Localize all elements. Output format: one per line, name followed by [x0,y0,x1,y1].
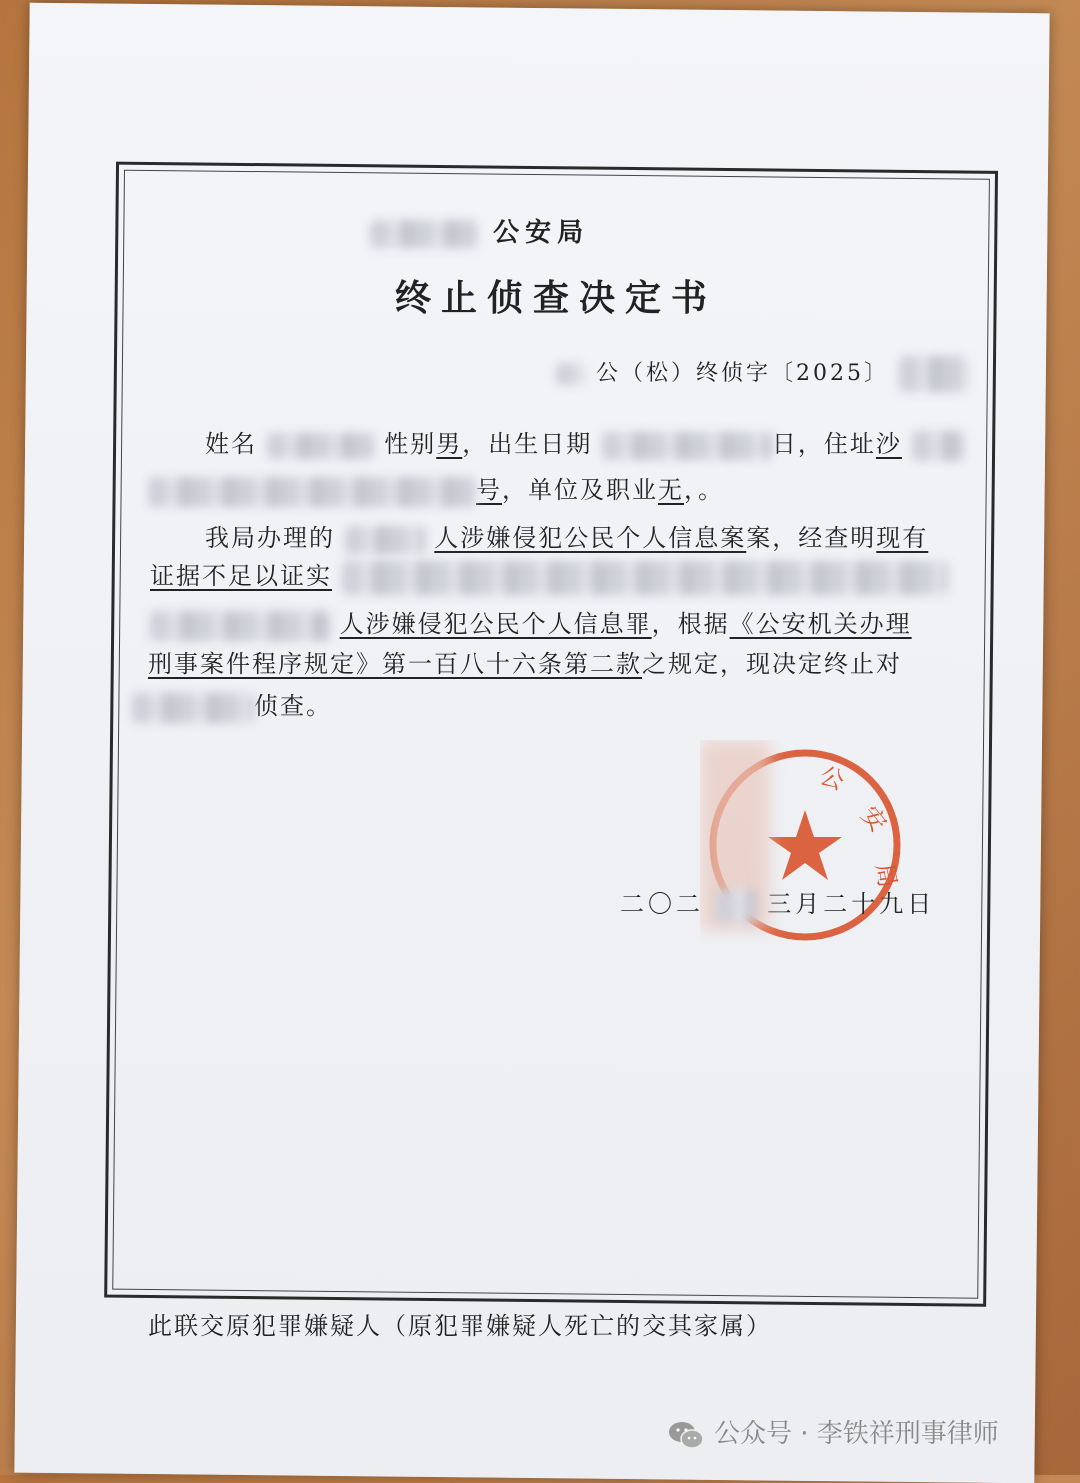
redacted-dob [602,432,772,460]
line-end: ，。 [684,476,724,504]
watermark [668,1413,999,1450]
para2-end: 侦查。 [254,692,332,720]
document-number [556,356,969,392]
paragraph1-line2 [148,470,724,507]
redacted-docno-suffix [899,356,969,392]
redacted-name [267,433,375,459]
gender-label: 性别 [384,430,437,458]
redacted-agency [370,220,478,248]
paragraph2-line5 [132,686,332,723]
unit-label: ，单位及职业 [502,476,658,504]
decision-text: 之规定，现决定终止对 [642,650,902,678]
case-tail: 案，经查明 [746,524,877,552]
redacted-year [716,889,756,923]
doc-number-text: 公（松）终侦字〔2025〕 [596,361,889,386]
according-to: ，根据 [651,610,730,638]
watermark-text: 公众号 · 李铁祥刑事律师 [714,1419,999,1449]
unit-value: 无 [658,476,684,504]
distribution-note: 此联交原犯罪嫌疑人（原犯罪嫌疑人死亡的交其家属） [148,1312,772,1340]
para2-start: 我局办理的 [205,524,335,552]
redacted-address-end [912,431,964,461]
document-border [104,162,998,1307]
finding-start: 现有 [876,524,929,552]
seal-char-1: 公 [815,761,849,796]
agency-suffix: 公安局 [493,218,590,248]
redacted-suspect-2 [150,611,330,641]
case-name: 人涉嫌侵犯公民个人信息案 [434,524,747,552]
wechat-icon [668,1420,704,1450]
seal-char-3: 局 [870,861,902,890]
document-inner-border [112,170,990,1299]
dob-label: ，出生日期 [462,430,593,458]
seal-char-2: 安 [855,800,893,838]
redacted-suspect [345,526,425,554]
paragraph2-line2 [150,556,948,595]
issue-date [620,884,935,923]
document-title: 终止侦查决定书 [395,277,718,319]
redacted-finding [342,561,948,595]
redacted-address [148,477,476,507]
law-name-end: 刑事案件程序规定》 [148,650,382,678]
paragraph2-line1 [205,518,928,554]
name-label: 姓名 [205,430,257,458]
redacted-docno-prefix [556,363,586,385]
gender-value: 男 [436,430,463,458]
date-prefix: 二〇二 [620,890,704,918]
law-article: 第一百八十六条第二款 [382,650,642,678]
issuing-agency [370,212,589,249]
paragraph2-line3 [150,604,912,641]
address-start: 沙 [875,430,902,458]
paragraph1-line1 [205,424,964,461]
dob-day-suffix: 日，住址 [771,430,876,458]
seal-star-icon [768,810,842,880]
crime-name: 人涉嫌侵犯公民个人信息罪 [339,610,652,638]
finding-text: 证据不足以证实 [150,562,332,590]
paragraph2-line4 [148,644,902,679]
date-suffix: 三月二十九日 [767,890,936,918]
house-number: 号 [476,476,502,504]
law-name-start: 《公安机关办理 [729,610,912,638]
redacted-suspect-3 [132,693,254,723]
